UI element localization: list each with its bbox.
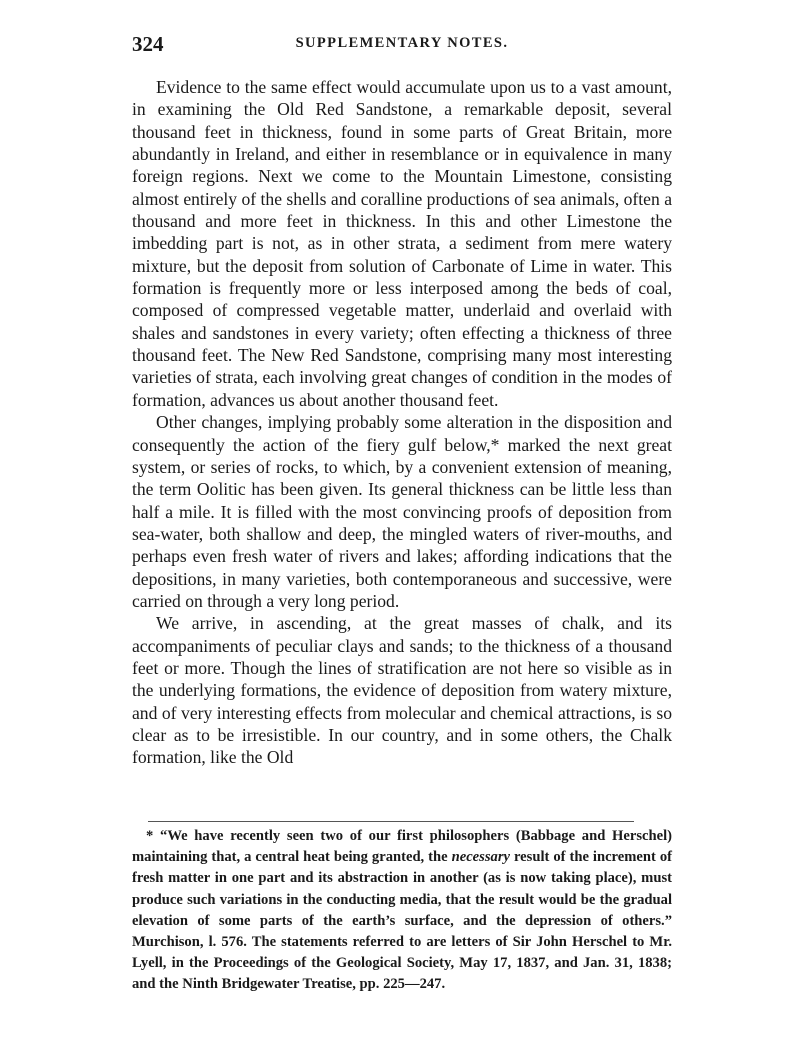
- footnote-text: [132, 826, 672, 996]
- body-text: [132, 76, 672, 769]
- footnote-text-part: result of the increment of fresh matter in one part and its abstraction in another (as is now taking place), must produce such variations in the conducting media, that the result would be the gradual elevation of some parts of the earth’s surface, and the depression of others.” Murchison, l. 576. The statements referred to are letters of Sir John Herschel to Mr. Lyell, in the Proceedings of the Geological Society, May 17, 1837, and Jan. 31, 1838; and the Ninth Bridgewater Treatise, pp. 225—247.: [132, 849, 672, 993]
- paragraph: We arrive, in ascending, at the great masses of chalk, and its accompaniments of peculiar clays and sands; to the thickness of a thousand feet or more. Though the lines of stratification are not here so visible as in the underlying formations, the evidence of deposition from watery mixture, and of very interesting effects from molecular and chemical attractions, is so clear as to be irresistible. In our country, and in some others, the Chalk formation, like the Old: [132, 613, 672, 768]
- footnote: [132, 826, 672, 996]
- running-head: SUPPLEMENTARY NOTES.: [295, 35, 509, 51]
- footnote-emphasis: necessary: [451, 849, 510, 866]
- footnote-text-part: * “We have recently seen two of our first philosophers (Babbage and Herschel) maintaining that, a central heat being granted, the: [132, 828, 672, 866]
- footnote-divider: [148, 821, 634, 822]
- paragraph: Other changes, implying probably some alteration in the disposition and consequently the action of the fiery gulf below,* marked the next great system, or series of rocks, to which, by a convenient extension of meaning, the term Oolitic has been given. Its general thickness can be little less than half a mile. It is filled with the most convincing proofs of deposition from sea-water, both shallow and deep, the mingled waters of river-mouths, and perhaps even fresh water of rivers and lakes; affording indications that the depositions, in many varieties, both contemporaneous and successive, were carried on through a very long period.: [132, 412, 672, 611]
- page-number: 324: [132, 32, 164, 56]
- page-header: [132, 32, 672, 56]
- paragraph: Evidence to the same effect would accumulate upon us to a vast amount, in examining the Old Red Sandstone, a remarkable deposit, several thousand feet in thickness, found in some parts of Great Britain, more abundantly in Ireland, and either in resemblance or in equivalence in many foreign regions. Next we come to the Mountain Limestone, consisting almost entirely of the shells and coralline productions of sea animals, often a thousand and more feet in thickness. In this and other Limestone the imbedding part is not, as in other strata, a sediment from mere watery mixture, but the deposit from solution of Carbonate of Lime in water. This formation is frequently more or less interposed among the beds of coal, composed of compressed vegetable matter, underlaid and overlaid with shales and sandstones in every variety; often effecting a thickness of three thousand feet. The New Red Sandstone, comprising many most interesting varieties of strata, each involving great changes of condition in the modes of formation, advances us about another thousand feet.: [132, 77, 672, 410]
